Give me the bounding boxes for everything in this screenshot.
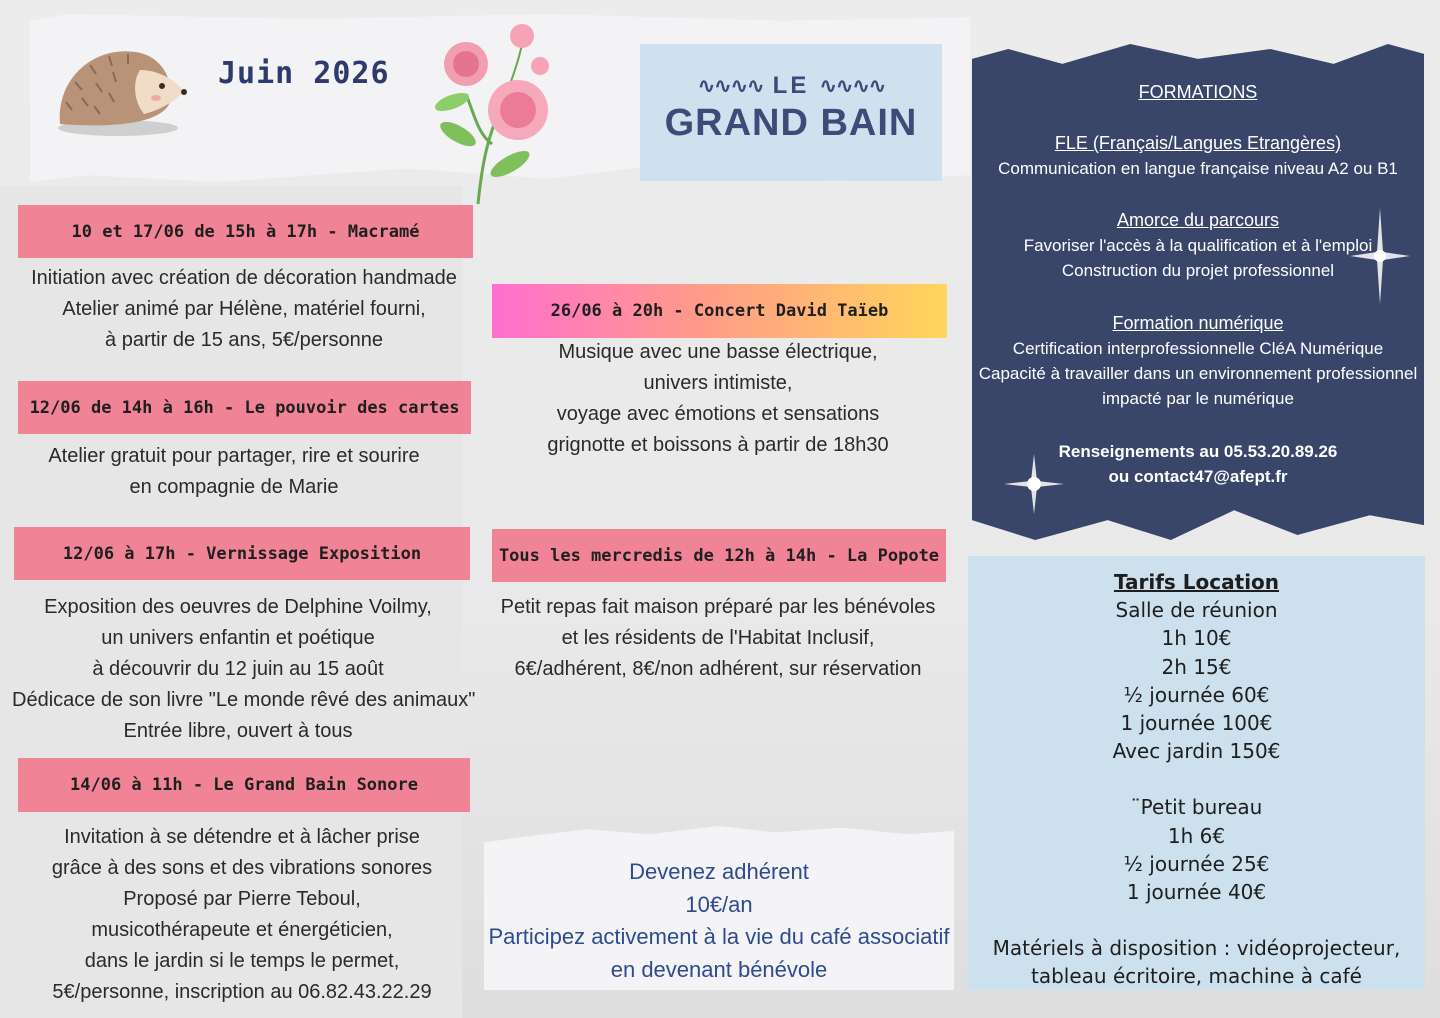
formation-line: Capacité à travailler dans un environnement professionnel bbox=[978, 364, 1418, 383]
contact-phone: Renseignements au 05.53.20.89.26 bbox=[1058, 442, 1338, 461]
event-description-macrame bbox=[18, 263, 470, 356]
tarif-line: 1h 6€ bbox=[1167, 823, 1226, 848]
tarif-line: ½ journée 60€ bbox=[1123, 682, 1270, 707]
event-description-vernissage bbox=[12, 592, 476, 747]
event-line: grâce à des sons et des vibrations sonores bbox=[51, 857, 433, 879]
event-line: Exposition des oeuvres de Delphine Voilmy, bbox=[44, 596, 432, 618]
tarif-line: tableau écritoire, machine à café bbox=[1031, 964, 1362, 989]
event-line: un univers enfantin et poétique bbox=[101, 627, 375, 649]
formation-line: Certification interprofessionnelle CléA Numérique bbox=[1012, 339, 1384, 358]
tarif-spacer bbox=[968, 906, 1425, 934]
event-line: à découvrir du 12 juin au 15 août bbox=[92, 658, 384, 680]
event-line: à partir de 15 ans, 5€/personne bbox=[105, 329, 383, 351]
tarif-line: 1h 10€ bbox=[1161, 626, 1232, 651]
adhesion-line: Devenez adhérent bbox=[629, 859, 809, 884]
event-line: et les résidents de l'Habitat Inclusif, bbox=[561, 627, 875, 649]
event-line: Petit repas fait maison préparé par les bénévoles bbox=[500, 596, 936, 618]
tarif-spacer bbox=[968, 765, 1425, 793]
formation-amorce bbox=[972, 208, 1424, 283]
event-description-concert bbox=[492, 337, 944, 461]
wave-icon: ∿∿∿∿ bbox=[819, 74, 885, 99]
tarifs-title: Tarifs Location bbox=[1113, 570, 1280, 594]
formations-title-wrap bbox=[972, 80, 1424, 105]
tarif-line: Salle de réunion bbox=[1115, 598, 1278, 623]
event-line: Dédicace de son livre "Le monde rêvé des animaux" bbox=[12, 689, 476, 711]
tarif-line: 2h 15€ bbox=[1161, 654, 1232, 679]
event-line: Entrée libre, ouvert à tous bbox=[123, 720, 353, 742]
formation-line: impacté par le numérique bbox=[1102, 389, 1294, 408]
tarif-line: ½ journée 25€ bbox=[1123, 851, 1270, 876]
formation-line: Communication en langue française niveau A2 ou B1 bbox=[998, 159, 1398, 178]
contact-email: ou contact47@afept.fr bbox=[1108, 467, 1288, 486]
hedgehog-illustration bbox=[52, 40, 190, 140]
event-line: Initiation avec création de décoration handmade bbox=[31, 267, 457, 289]
event-line: voyage avec émotions et sensations bbox=[556, 403, 880, 425]
formation-numerique bbox=[972, 311, 1424, 411]
event-description-bain-sonore bbox=[16, 822, 468, 1008]
adhesion-line: 10€/an bbox=[685, 891, 753, 917]
event-line: 5€/personne, inscription au 06.82.43.22.29 bbox=[52, 981, 432, 1003]
event-line: musicothérapeute et énergéticien, bbox=[91, 919, 393, 941]
event-banner-concert: 26/06 à 20h - Concert David Taïeb bbox=[492, 284, 947, 338]
logo-top-text: LE bbox=[772, 72, 810, 99]
event-line: Atelier gratuit pour partager, rire et sourire bbox=[48, 445, 420, 467]
formation-fle-title: FLE (Français/Langues Etrangères) bbox=[1054, 133, 1342, 153]
event-line: Proposé par Pierre Teboul, bbox=[123, 888, 361, 910]
event-description-popote bbox=[492, 592, 944, 685]
formations-title: FORMATIONS bbox=[1138, 82, 1258, 102]
adhesion-line: en devenant bénévole bbox=[610, 956, 828, 982]
tarif-line: 1 journée 40€ bbox=[1126, 880, 1267, 905]
event-line: Invitation à se détendre et à lâcher prise bbox=[64, 826, 420, 848]
event-line: Atelier animé par Hélène, matériel fourni, bbox=[62, 298, 426, 320]
tarifs-list bbox=[968, 568, 1425, 991]
event-banner-vernissage: 12/06 à 17h - Vernissage Exposition bbox=[14, 527, 470, 580]
formation-amorce-title: Amorce du parcours bbox=[1116, 210, 1280, 230]
event-banner-popote: Tous les mercredis de 12h à 14h - La Popote bbox=[492, 529, 946, 582]
formation-line: Favoriser l'accès à la qualification et à l'emploi bbox=[1023, 236, 1373, 255]
tarifs-location-panel bbox=[968, 556, 1425, 990]
peony-flowers-illustration bbox=[418, 14, 558, 210]
month-title: Juin 2026 bbox=[218, 56, 390, 91]
formation-line: Construction du projet professionnel bbox=[1061, 261, 1335, 280]
adhesion-line: Participez activement à la vie du café associatif bbox=[488, 924, 950, 949]
wave-icon: ∿∿∿∿ bbox=[697, 74, 763, 99]
tarif-line: 1 journée 100€ bbox=[1120, 711, 1273, 736]
tarif-line: Matériels à disposition : vidéoprojecteur, bbox=[992, 936, 1401, 961]
event-line: en compagnie de Marie bbox=[129, 476, 339, 498]
event-line: Musique avec une basse électrique, bbox=[558, 341, 878, 363]
event-description-cartes bbox=[8, 441, 460, 503]
event-banner-bain-sonore: 14/06 à 11h - Le Grand Bain Sonore bbox=[18, 758, 470, 812]
event-line: dans le jardin si le temps le permet, bbox=[84, 950, 400, 972]
event-banner-cartes: 12/06 de 14h à 16h - Le pouvoir des cartes bbox=[18, 381, 471, 434]
event-line: 6€/adhérent, 8€/non adhérent, sur réservation bbox=[514, 658, 922, 680]
event-line: grignotte et boissons à partir de 18h30 bbox=[547, 434, 889, 456]
logo-main-text: GRAND BAIN bbox=[664, 102, 918, 144]
tarif-line: ¨Petit bureau bbox=[1130, 795, 1263, 820]
event-banner-macrame: 10 et 17/06 de 15h à 17h - Macramé bbox=[18, 205, 473, 258]
event-line: univers intimiste, bbox=[643, 372, 793, 394]
logo-le-grand-bain bbox=[640, 44, 942, 181]
formation-fle bbox=[972, 131, 1424, 181]
formation-numerique-title: Formation numérique bbox=[1112, 313, 1284, 333]
tarif-line: Avec jardin 150€ bbox=[1112, 739, 1281, 764]
formations-contact bbox=[972, 439, 1424, 489]
adhesion-text bbox=[484, 856, 954, 986]
